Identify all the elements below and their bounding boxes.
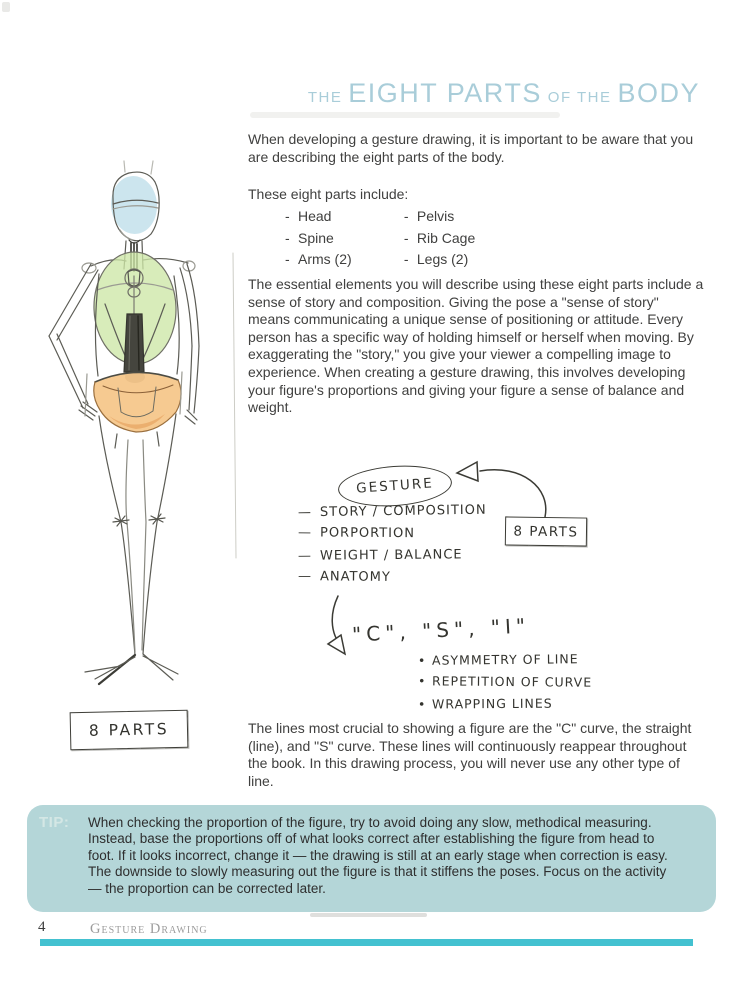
intro-paragraph: When developing a gesture drawing, it is important to be aware that you are describing the eight parts of the body. — [248, 131, 694, 165]
part-pelvis: Pelvis — [416, 208, 455, 224]
parts-row — [248, 208, 704, 230]
list-dash: - — [403, 229, 409, 246]
part-arms: Arms (2) — [298, 251, 352, 267]
line-types-label: "C", "S", "I" — [351, 613, 531, 647]
essential-elements-paragraph: The essential elements you will describe using these eight parts include a sense of story and composition. Giving the pose a "sense of story" means communicating a unique sense of positioning or attitude. Every person has a specific way of holding himself or herself when moving. By exaggerating the "story," you give your viewer a compelling image to experience. When creating a gesture drawing, this involves developing your figure's proportions and giving your figure a sense of balance and weight. — [248, 276, 704, 416]
eight-parts-list — [248, 208, 704, 273]
diagram-item-label: PORPORTION — [319, 525, 416, 542]
parts-row — [248, 251, 704, 273]
parts-row — [248, 230, 704, 252]
part-head: Head — [298, 208, 332, 224]
gesture-label: GESTURE — [355, 475, 435, 497]
book-title: Gesture Drawing — [90, 921, 208, 937]
dash-icon: — — [297, 525, 313, 541]
eight-parts-box — [505, 516, 587, 546]
list-intro: These eight parts include: — [248, 186, 409, 202]
bullet-icon: • — [417, 696, 427, 712]
scan-streak-under-title — [250, 112, 560, 118]
eight-parts-box-label: 8 PARTS — [513, 523, 579, 540]
diagram-bullet-label: WRAPPING LINES — [431, 695, 553, 712]
list-dash: - — [403, 251, 409, 267]
tip-label: TIP: — [39, 814, 70, 831]
diagram-bullet — [418, 673, 592, 690]
diagram-item — [298, 569, 487, 586]
diagram-bullet-label: REPETITION OF CURVE — [431, 673, 593, 690]
list-dash: - — [285, 251, 290, 267]
footer-accent-bar — [40, 939, 693, 946]
diagram-bullet — [418, 695, 592, 711]
dash-icon: — — [297, 505, 313, 521]
figure-caption-box — [70, 710, 189, 750]
dash-icon: — — [297, 569, 313, 585]
title-mid: OF THE — [547, 89, 612, 106]
diagram-item-label: ANATOMY — [319, 569, 391, 585]
title-pre: THE — [307, 89, 343, 106]
page-title — [248, 78, 700, 109]
figure-caption-label: 8 PARTS — [88, 720, 170, 740]
diagram-bullet-label: ASYMMETRY OF LINE — [431, 651, 579, 668]
part-spine: Spine — [298, 229, 334, 246]
list-dash: - — [285, 229, 290, 246]
scan-smudge — [2, 2, 10, 12]
dash-icon: — — [297, 548, 313, 564]
diagram-bullet — [418, 651, 592, 668]
scan-streak-above-footer — [310, 913, 427, 917]
line-qualities-list — [418, 652, 592, 718]
diagram-item — [298, 525, 487, 541]
figure-sketch — [25, 158, 240, 773]
list-dash: - — [403, 208, 409, 224]
diagram-item-label: WEIGHT / BALANCE — [319, 547, 463, 564]
bullet-icon: • — [417, 673, 427, 689]
bullet-icon: • — [417, 652, 427, 668]
tip-box — [27, 805, 716, 912]
gesture-elements-list — [298, 504, 487, 592]
part-legs: Legs (2) — [416, 251, 469, 267]
list-dash: - — [285, 208, 290, 224]
part-ribcage: Rib Cage — [416, 229, 476, 246]
title-main1: EIGHT PARTS — [348, 78, 542, 108]
diagram-item — [298, 547, 487, 564]
crucial-lines-paragraph: The lines most crucial to showing a figure are the "C" curve, the straight (line), and "S" curve. These lines will continuously reappear throughout the book. In this drawing process, you will never use any other type of line. — [248, 720, 692, 789]
page-number: 4 — [38, 919, 46, 935]
diagram-item-label: STORY / COMPOSITION — [319, 502, 487, 521]
diagram-item — [298, 503, 487, 521]
title-main2: BODY — [617, 78, 700, 108]
tip-text: When checking the proportion of the figure, try to avoid doing any slow, methodical measuring. Instead, base the proportions off of what looks correct after establishing the figure from head to foot. If it looks incorrect, change it — the drawing is still at an early stage when correction is easy. The downside to slowly measuring out the figure is that it stiffens the poses. Focus on the activity — the proportion can be corrected later. — [88, 815, 668, 896]
